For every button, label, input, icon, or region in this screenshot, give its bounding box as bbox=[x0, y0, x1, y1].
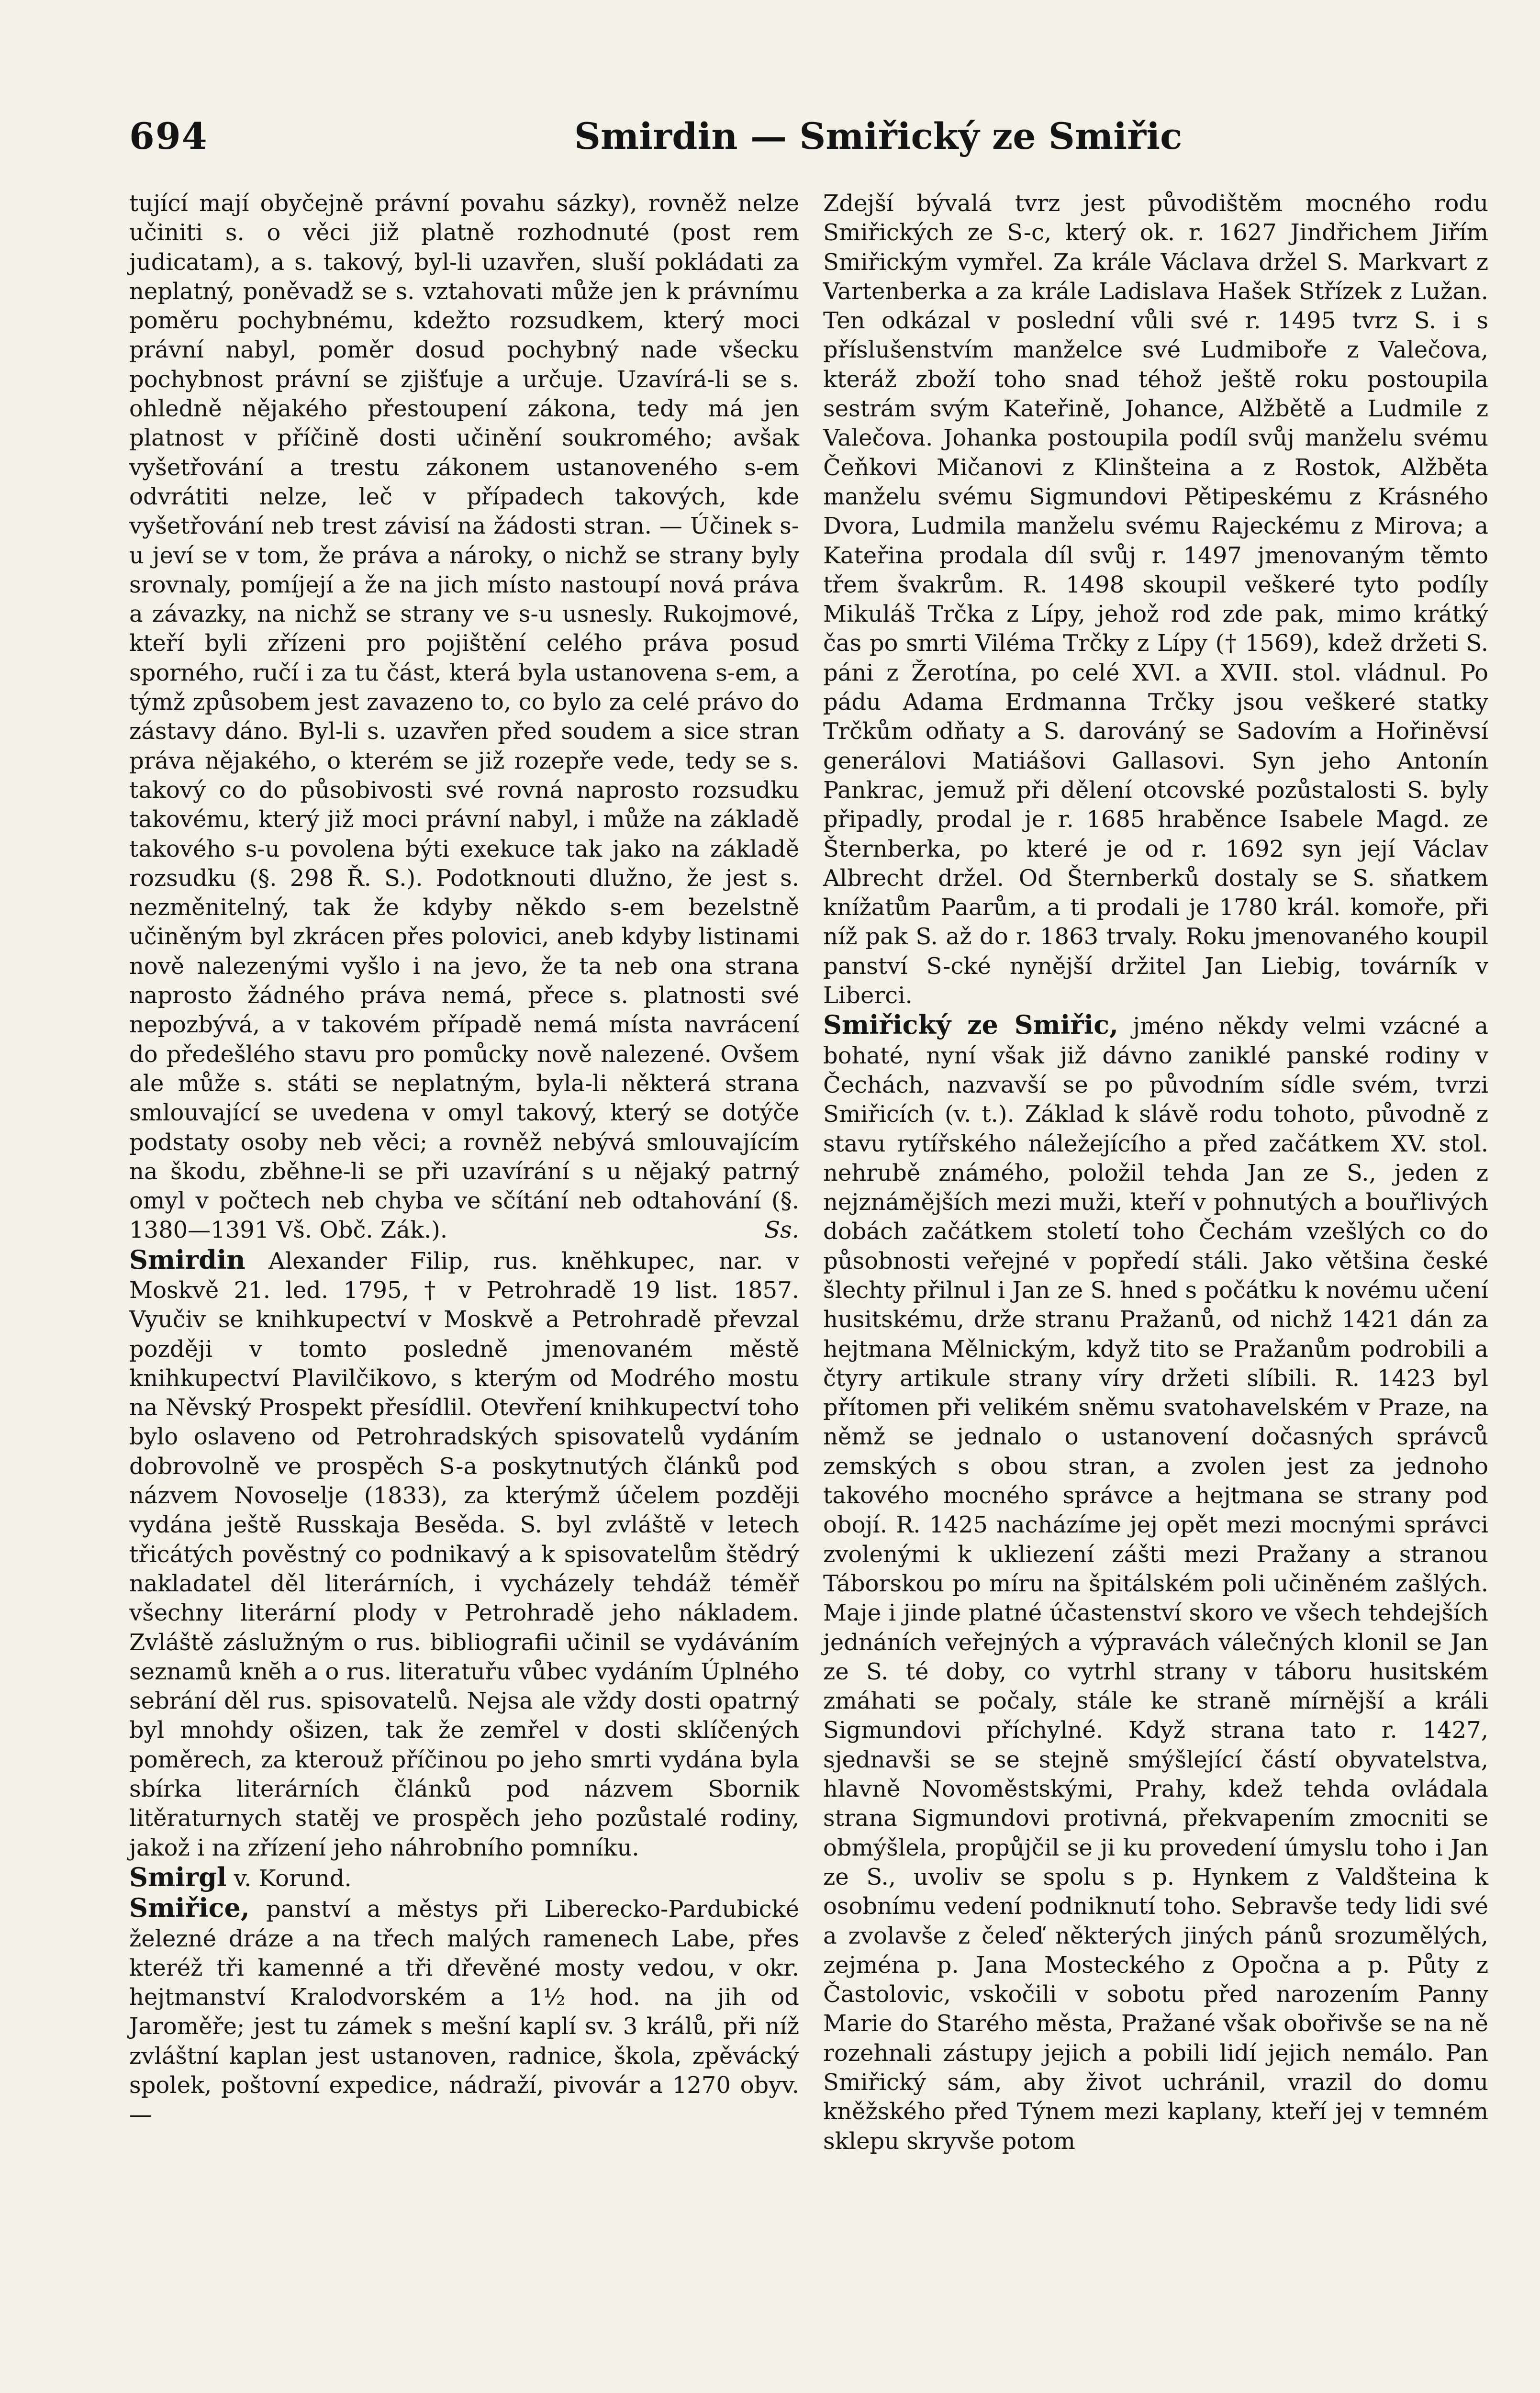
entry-text-smirdin: Alexander Filip, rus. knĕhkupec, nar. v Moskvě 21. led. 1795, † v Petrohradě 19 list. 1857. Vyučiv se knihkupectví v Moskvě a Petrohradě převzal později v tomto posledně jmenovaném městě knihkupectví Plavilčikovo, s kterým od Modrého mostu na Něvský Prospekt přesídlil. Otevření knihkupectví toho bylo oslaveno od Petrohradských spisovatelů vydáním dobrovolně ve prospěch S-a poskytnutých článků pod názvem Novoselje (1833), za kterýmž účelem později vydána ještě Russkaja Besěda. S. byl zvláště v letech třicátých pověstný co podnikavý a k spisovatelům štědrý nakladatel děl literárních, i vycházely tehdáž téměř všechny literární plody v Petrohradě jeho nákladem. Zvláště záslužným o rus. bibliografii učinil se vydáváním seznamů knĕh a o rus. literatuřu vůbec vydáním Úplného sebrání děl rus. spisovatelů. Nejsa ale vždy dosti opatrný byl mnohdy ošizen, tak že zemřel v dosti sklíčených poměrech, za kterouž příčinou po jeho smrti vydána byla sbírka literárních článků pod názvem Sbornik litěraturnych statěj ve prospěch jeho pozůstalé rodiny, jakož i na zřízení jeho náhrobního pomníku. bbox=[129, 1247, 799, 1861]
entry-head-smirgl: Smirgl bbox=[129, 1861, 227, 1892]
entry-smiricky bbox=[823, 1010, 1488, 2156]
left-paragraph-1-text: tující mají obyčejně právní povahu sázky), rovněž nelze učiniti s. o věci již platně rozhodnuté (post rem judicatam), a s. takový, byl-li uzavřen, sluší pokládati za neplatný, poněvadž se s. vztahovati může jen k právnímu poměru pochybnému, kdežto rozsudkem, který moci právní nabyl, poměr dosud pochybný nade všecku pochybnost právní se zjišťuje a určuje. Uzavírá-li se s. ohledně nějakého přestoupení zákona, tedy má jen platnost v příčině dosti učinění soukromého; avšak vyšetřování a trestu zákonem ustanoveného s-em odvrátiti nelze, leč v případech takových, kde vyšetřování neb trest závisí na žádosti stran. — Účinek s-u jeví se v tom, že práva a nároky, o nichž se strany byly srovnaly, pomíjejí a že na jich místo nastoupí nová práva a závazky, na nichž se strany ve s-u usnesly. Rukojmové, kteří byli zřízeni pro pojištění celého práva posud sporného, ručí i za tu část, která byla ustanovena s-em, a týmž způsobem jest zavazeno to, co bylo za celé právo do zástavy dáno. Byl-li s. uzavřen před soudem a sice stran práva nějakého, o kterém se již rozepře vede, tedy se s. takový co do působivosti své rovná naprosto rozsudku takovému, který již moci právní nabyl, i může na základě takového s-u povolena býti exekuce tak jako na základě rozsudku (§. 298 Ř. S.). Podotknouti dlužno, že jest s. nezměnitelný, tak že kdyby někdo s-em bezelstně učiněným byl zkrácen přes polovici, aneb kdyby listinami nově nalezenými vyšlo i na jevo, že ta neb ona strana naprosto žádného práva nemá, přece s. platnosti své nepozbývá, a v takovém případě nemá místa navrácení do předešlého stavu pro pomůcky nově nalezené. Ovšem ale může s. státi se neplatným, byla-li některá strana smlouvající se uvedena v omyl takový, který se dotýče podstaty osoby neb věci; a rovněž nebývá smlouvajícím na škodu, zběhne-li se při uzavírání s u nějaký patrný omyl v počtech neb chyba ve sčítání neb odtahování (§. 1380—1391 Vš. Obč. Zák.). bbox=[129, 190, 799, 1244]
entry-smirdin bbox=[129, 1245, 799, 1863]
entry-text-smirgl: v. Korund. bbox=[234, 1865, 352, 1892]
entry-smirgl bbox=[129, 1863, 799, 1893]
right-paragraph-1-text: Zdejší bývalá tvrz jest původištěm mocného rodu Smiřických ze S-c, který ok. r. 1627 Jindřichem Jiřím Smiřickým vymřel. Za krále Václava držel S. Markvart z Vartenberka a za krále Ladislava Hašek Střízek z Lužan. Ten odkázal v poslední vůli své r. 1495 tvrz S. i s příslušenstvím manželce své Ludmiboře z Valečova, kteráž zboží toho snad téhož ještě roku postoupila sestrám svým Kateřině, Johance, Alžbětě a Ludmile z Valečova. Johanka postoupila podíl svůj manželu svému Čeňkovi Mičanovi z Klinšteina a z Rostok, Alžběta manželu svému Sigmundovi Pětipeskému z Krásného Dvora, Ludmila manželu svému Rajeckému z Mirova; a Kateřina prodala díl svůj r. 1497 jmenovaným těmto třem švakrům. R. 1498 skoupil veškeré tyto podíly Mikuláš Trčka z Lípy, jehož rod zde pak, mimo krátký čas po smrti Viléma Trčky z Lípy († 1569), kdež držeti S. páni z Žerotína, po celé XVI. a XVII. stol. vládnul. Po pádu Adama Erdmanna Trčky jsou veškeré statky Trčkům odňaty a S. darováný se Sadovím a Hořiněvsí generálovi Matiášovi Gallasovi. Syn jeho Antonín Pankrac, jemuž při dělení otcovské pozůstalosti S. byly připadly, prodal je r. 1685 hraběnce Isabele Magd. ze Šternberka, po které je od r. 1692 syn její Václav Albrecht držel. Od Šternberků dostaly se S. sňatkem knížatům Paarům, a ti prodali je 1780 král. komoře, při níž pak S. až do r. 1863 trvaly. Roku jmenovaného koupil panství S-cké nynější držitel Jan Liebig, továrník v Liberci. bbox=[823, 190, 1488, 1009]
author-sign: Ss. bbox=[764, 1217, 799, 1244]
entry-head-smirice: Smiřice, bbox=[129, 1892, 250, 1923]
entry-text-smirice: panství a městys při Liberecko-Pardubické železné dráze a na třech malých ramenech Labe, přes kteréž tři kamenné a tři dřevěné mosty vedou, v okr. hejtmanství Kralodvorském a 1½ hod. na jih od Jaroměře; jest tu zámek s mešní kaplí sv. 3 králů, při níž zvláštní kaplan jest ustanoven, radnice, škola, zpěvácký spolek, poštovní expedice, nádraží, pivovár a 1270 obyv. — bbox=[129, 1896, 799, 2128]
entry-head-smiricky: Smiřický ze Smiřic, bbox=[823, 1009, 1118, 1040]
left-column bbox=[129, 189, 799, 2130]
entry-smirice bbox=[129, 1893, 799, 2129]
entry-text-smiricky: jméno někdy velmi vzácné a bohaté, nyní však již dávno zaniklé panské rodiny v Čechách, nazvavší se po původním sídle svém, tvrzi Smiřicích (v. t.). Základ k slávě rodu tohoto, původně z stavu rytířského náležejícího a před začátkem XV. stol. nehrubě známého, položil tehda Jan ze S., jeden z nejznámějších mezi muži, kteří v pohnutých a bouřlivých dobách začátkem století toho Čechám vzešlých co do působnosti veřejné v popředí stáli. Jako většina české šlechty přilnul i Jan ze S. hned s počátku k novému učení husitskému, drže stranu Pražanů, od nichž 1421 dán za hejtmana Mělnickým, když tito se Pražanům podrobili a čtyry artikule strany víry držeti slíbili. R. 1423 byl přítomen při velikém sněmu svatohavelském v Praze, na němž se jednalo o ustanovení dočasných správců zemských s obou stran, a zvolen jest za jednoho takového mocného správce a hejtmana se strany pod obojí. R. 1425 nacházíme jej opět mezi mocnými správci zvolenými k ukliezení zášti mezi Pražany a stranou Táborskou po míru na špitálském poli učiněném zašlých. Maje i jinde platné účastenství skoro ve všech tehdejších jednáních veřejných a výpravách válečných klonil se Jan ze S. té doby, co vytrhl strany v táboru husitském zmáhati se počaly, stále ke straně mírnější a králi Sigmundovi příchylné. Když strana tato r. 1427, sjednavši se se stejně smýšlející částí obyvatelstva, hlavně Novoměstskými, Prahy, kdež tehda ovládala strana Sigmundovi protivná, překvapením zmocniti se obmýšlela, propůjčil se ji ku provedení úmyslu toho i Jan ze S., uvoliv se spolu s p. Hynkem z Valdšteina k osobnímu vedení podniknutí toho. Sebravše tedy lidi své a zvolavše z čeleď některých jiných pánů srozumělých, zejména p. Jana Mosteckého z Opočna a p. Půty z Častolovic, vskočili v sobotu před narozením Panny Marie do Starého města, Pražané však obořivše se na ně rozehnali zástupy jejich a pobili lidí jejich nemálo. Pan Smiřický sám, aby život uchránil, vrazil do domu kněžského před Týnem mezi kaplany, kteří jej v temném sklepu skryvše potom bbox=[823, 1013, 1489, 2155]
left-paragraph-1 bbox=[129, 189, 799, 1245]
running-title: Smirdin — Smiřický ze Smiřic bbox=[574, 115, 1183, 157]
entry-head-smirdin: Smirdin bbox=[129, 1244, 246, 1275]
page-number: 694 bbox=[129, 115, 208, 157]
right-column bbox=[823, 189, 1488, 2156]
right-paragraph-1 bbox=[823, 189, 1488, 1010]
page-header bbox=[129, 115, 1183, 172]
